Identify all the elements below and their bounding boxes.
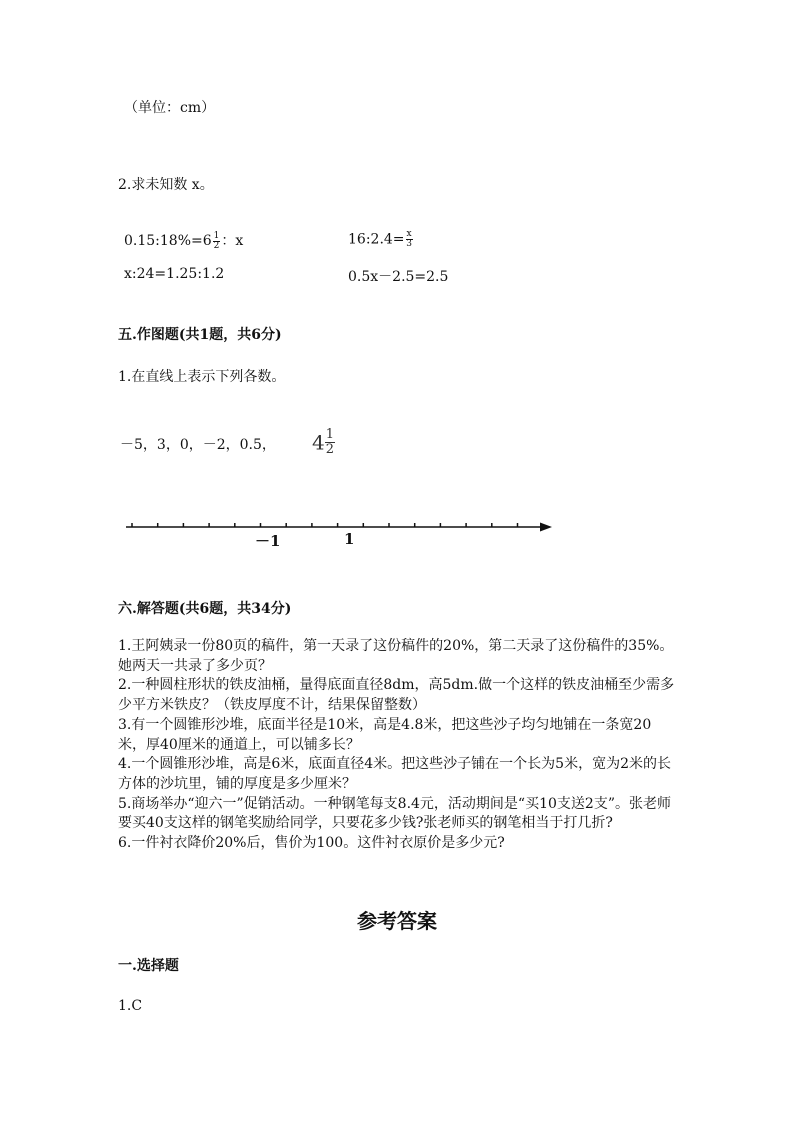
section-5-question-1: 1.在直线上表示下列各数。	[118, 369, 286, 385]
fraction-denominator: 2	[213, 240, 220, 251]
question-item: 1.王阿姨录一份80页的稿件，第一天录了这份稿件的20%，第二天录了这份稿件的35%。她两天一共录了多少页？	[118, 638, 674, 674]
equation-1-fraction	[213, 232, 221, 251]
equation-1-prefix: 0.15:18%=6	[124, 233, 212, 249]
numbers-list: －5，3，0，－2，0.5，	[120, 437, 276, 453]
question-item: 3.有一个圆锥形沙堆，底面半径是10米，高是4.8米，把这些沙子均匀地铺在一条宽20米，厚40厘米的通道上，可以铺多长？	[118, 716, 652, 753]
mixed-number-fraction	[325, 428, 335, 457]
section-6-heading: 六.解答题(共6题，共34分)	[118, 601, 292, 617]
answers-title: 参考答案	[357, 909, 437, 933]
mixed-number-whole: 4	[312, 430, 325, 455]
equation-1-suffix: ：x	[221, 233, 244, 249]
number-line-arrow-icon	[540, 523, 552, 532]
equation-2-prefix: 16:2.4=	[348, 231, 405, 248]
unit-note: （单位：cm）	[124, 100, 216, 116]
equation-2	[348, 230, 414, 249]
answers-section-1-heading: 一.选择题	[118, 958, 179, 974]
question-item: 2.一种圆柱形状的铁皮油桶，量得底面直径8dm，高5dm.做一个这样的铁皮油桶至少需多少平方米铁皮？（铁皮厚度不计，结果保留整数）	[118, 677, 675, 714]
fraction-denominator: 2	[325, 442, 335, 457]
question-item: 6.一件衬衣降价20%后，售价为100。这件衬衣原价是多少元?	[118, 835, 505, 852]
equation-3: x:24=1.25:1.2	[124, 266, 225, 282]
number-line	[120, 512, 560, 552]
fraction-numerator: 1	[325, 427, 335, 442]
equation-2-fraction	[406, 230, 413, 249]
question-item: 4.一个圆锥形沙堆，高是6米，底面直径4米。把这些沙子铺在一个长为5米，宽为2米的长方体的沙坑里，铺的厚度是多少厘米？	[118, 756, 671, 792]
answer-1: 1.C	[118, 998, 143, 1014]
number-line-label-neg1: －1	[255, 532, 281, 550]
section-6-question-list	[118, 637, 678, 854]
section-5-heading: 五.作图题(共1题，共6分)	[118, 327, 282, 343]
equation-1	[124, 230, 243, 251]
fraction-numerator: x	[406, 229, 412, 239]
fraction-denominator: 3	[406, 239, 412, 249]
fraction-numerator: 1	[213, 230, 220, 241]
number-line-label-pos1: 1	[344, 530, 355, 548]
equation-4: 0.5x－2.5=2.5	[348, 269, 449, 285]
question-2-title: 2.求未知数 x。	[118, 177, 214, 193]
mixed-number	[312, 428, 335, 457]
question-item: 5.商场举办“迎六一”促销活动。一种钢笔每支8.4元，活动期间是“买10支送2支”。张老师要买40支这样的钢笔奖励给同学，只要花多少钱?张老师买的钢笔相当于打几折?	[118, 795, 671, 832]
